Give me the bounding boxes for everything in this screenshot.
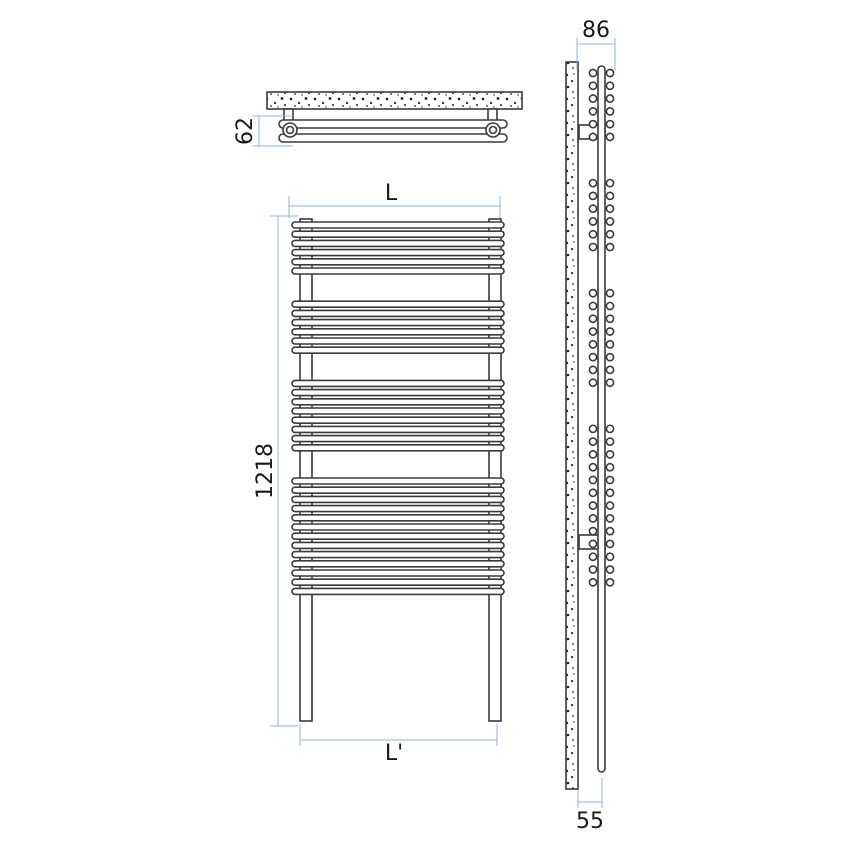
side-view-bar-end [606, 328, 613, 335]
side-view-bar-end [589, 315, 596, 322]
side-view-bar-end [606, 82, 613, 89]
front-view-bar [292, 506, 504, 512]
top-view-collector-left-inner [287, 127, 294, 134]
front-view-collector-left [300, 219, 312, 721]
height-dimension [253, 216, 298, 726]
front-view-bar [292, 231, 504, 237]
front-view-bar [292, 533, 504, 539]
side-view-bar-end [589, 464, 596, 471]
side-view-bar-end [606, 231, 613, 238]
side-view-bar-end [606, 502, 613, 509]
side-view-bar-end [589, 302, 596, 309]
front-view-bar [292, 222, 504, 228]
side-view-bar-end [606, 451, 613, 458]
side-view-bar-end [589, 341, 596, 348]
wall-distance-dimension [576, 778, 604, 834]
inner-width-dimension [300, 724, 497, 766]
front-view-bar [292, 301, 504, 307]
side-view-bar-end [606, 540, 613, 547]
front-view-bar [292, 380, 504, 386]
top-view-bar-upper [279, 120, 507, 128]
side-view-bar-end [589, 476, 596, 483]
side-view-bar-end [606, 489, 613, 496]
depth-side-label: 86 [582, 18, 610, 43]
side-view-bar-end [589, 205, 596, 212]
side-view-bar-end [606, 179, 613, 186]
side-view-bar-end [606, 121, 613, 128]
side-view-bar-end [606, 464, 613, 471]
top-view-wall [267, 92, 522, 109]
side-view-bar-end [589, 69, 596, 76]
side-view-bar-end [606, 315, 613, 322]
front-view-bar [292, 524, 504, 530]
side-view-bar-end [606, 341, 613, 348]
side-view-bar-end [589, 290, 596, 297]
front-view-bar [292, 436, 504, 442]
side-view-bar-end [589, 425, 596, 432]
side-view-bar-end [589, 438, 596, 445]
front-view-bar [292, 390, 504, 396]
inner-width-label: L' [384, 741, 404, 766]
front-view-bar [292, 417, 504, 423]
side-view-bar-end [606, 476, 613, 483]
side-view-bar-end [589, 243, 596, 250]
side-view-bar-end [606, 205, 613, 212]
side-view-bar-end [606, 95, 613, 102]
width-label: L [384, 181, 398, 206]
front-view-bar [292, 579, 504, 585]
side-view-bar-end [606, 192, 613, 199]
side-view-bar-end [589, 218, 596, 225]
front-view-bar [292, 487, 504, 493]
front-view [292, 219, 504, 721]
front-view-bar [292, 588, 504, 594]
front-view-bar [292, 399, 504, 405]
side-view-bar-end [589, 489, 596, 496]
side-view-bar-end [589, 379, 596, 386]
front-view-bar [292, 478, 504, 484]
top-view-collector-right-inner [490, 127, 497, 134]
side-view-bar-end [606, 108, 613, 115]
side-view-wall [566, 62, 578, 789]
side-view [566, 62, 614, 789]
side-view-bar-end [589, 502, 596, 509]
side-view-bar-end [606, 553, 613, 560]
side-view-bar-end [606, 218, 613, 225]
side-view-bar-end [589, 515, 596, 522]
front-view-bar [292, 496, 504, 502]
side-view-bar-end [589, 95, 596, 102]
side-view-bar-end [606, 366, 613, 373]
front-view-bar [292, 310, 504, 316]
front-view-bar [292, 338, 504, 344]
side-view-bar-end [606, 354, 613, 361]
height-label: 1218 [253, 443, 278, 499]
top-view [267, 92, 522, 142]
front-view-bar [292, 240, 504, 246]
front-view-collector-right [489, 219, 501, 721]
side-view-bar-end [589, 354, 596, 361]
side-view-bar-end [606, 528, 613, 535]
side-view-bar-end [606, 243, 613, 250]
depth-top-label: 62 [233, 117, 258, 145]
side-view-bar-end [606, 425, 613, 432]
side-view-bar-end [589, 179, 596, 186]
side-view-bar-end [589, 553, 596, 560]
side-view-bar-end [606, 290, 613, 297]
front-view-bar [292, 268, 504, 274]
front-view-bars [292, 222, 504, 594]
side-view-bar-end [589, 566, 596, 573]
front-view-bar [292, 552, 504, 558]
side-view-bar-end [589, 192, 596, 199]
side-view-bar-end [589, 108, 596, 115]
side-view-collector [598, 66, 605, 772]
front-view-bar [292, 426, 504, 432]
side-view-bar-end [589, 133, 596, 140]
side-view-bar-end [589, 528, 596, 535]
side-view-bar-end [589, 231, 596, 238]
front-view-bar [292, 445, 504, 451]
side-view-bar-end [589, 82, 596, 89]
side-view-bar-end [589, 328, 596, 335]
side-view-bar-end [589, 121, 596, 128]
front-view-bar [292, 542, 504, 548]
width-dimension [289, 181, 500, 218]
side-view-bar-end [606, 515, 613, 522]
side-view-bar-end [589, 451, 596, 458]
side-view-bar-end [589, 366, 596, 373]
front-view-bar [292, 329, 504, 335]
front-view-bar [292, 259, 504, 265]
side-view-bar-end [606, 302, 613, 309]
side-view-bar-end [606, 566, 613, 573]
front-view-bar [292, 515, 504, 521]
side-view-bar-end [606, 579, 613, 586]
front-view-bar [292, 250, 504, 256]
front-view-bar [292, 570, 504, 576]
wall-distance-label: 55 [576, 809, 604, 834]
top-view-bar-lower [279, 134, 507, 142]
front-view-bar [292, 320, 504, 326]
front-view-bar [292, 561, 504, 567]
side-view-bar-end [606, 379, 613, 386]
side-view-bar-end [589, 540, 596, 547]
side-view-bar-end [606, 133, 613, 140]
front-view-bar [292, 347, 504, 353]
side-view-bar-end [606, 69, 613, 76]
depth-side-dimension [577, 18, 615, 70]
front-view-bar [292, 408, 504, 414]
side-view-bar-end [589, 579, 596, 586]
side-view-bar-end [606, 438, 613, 445]
